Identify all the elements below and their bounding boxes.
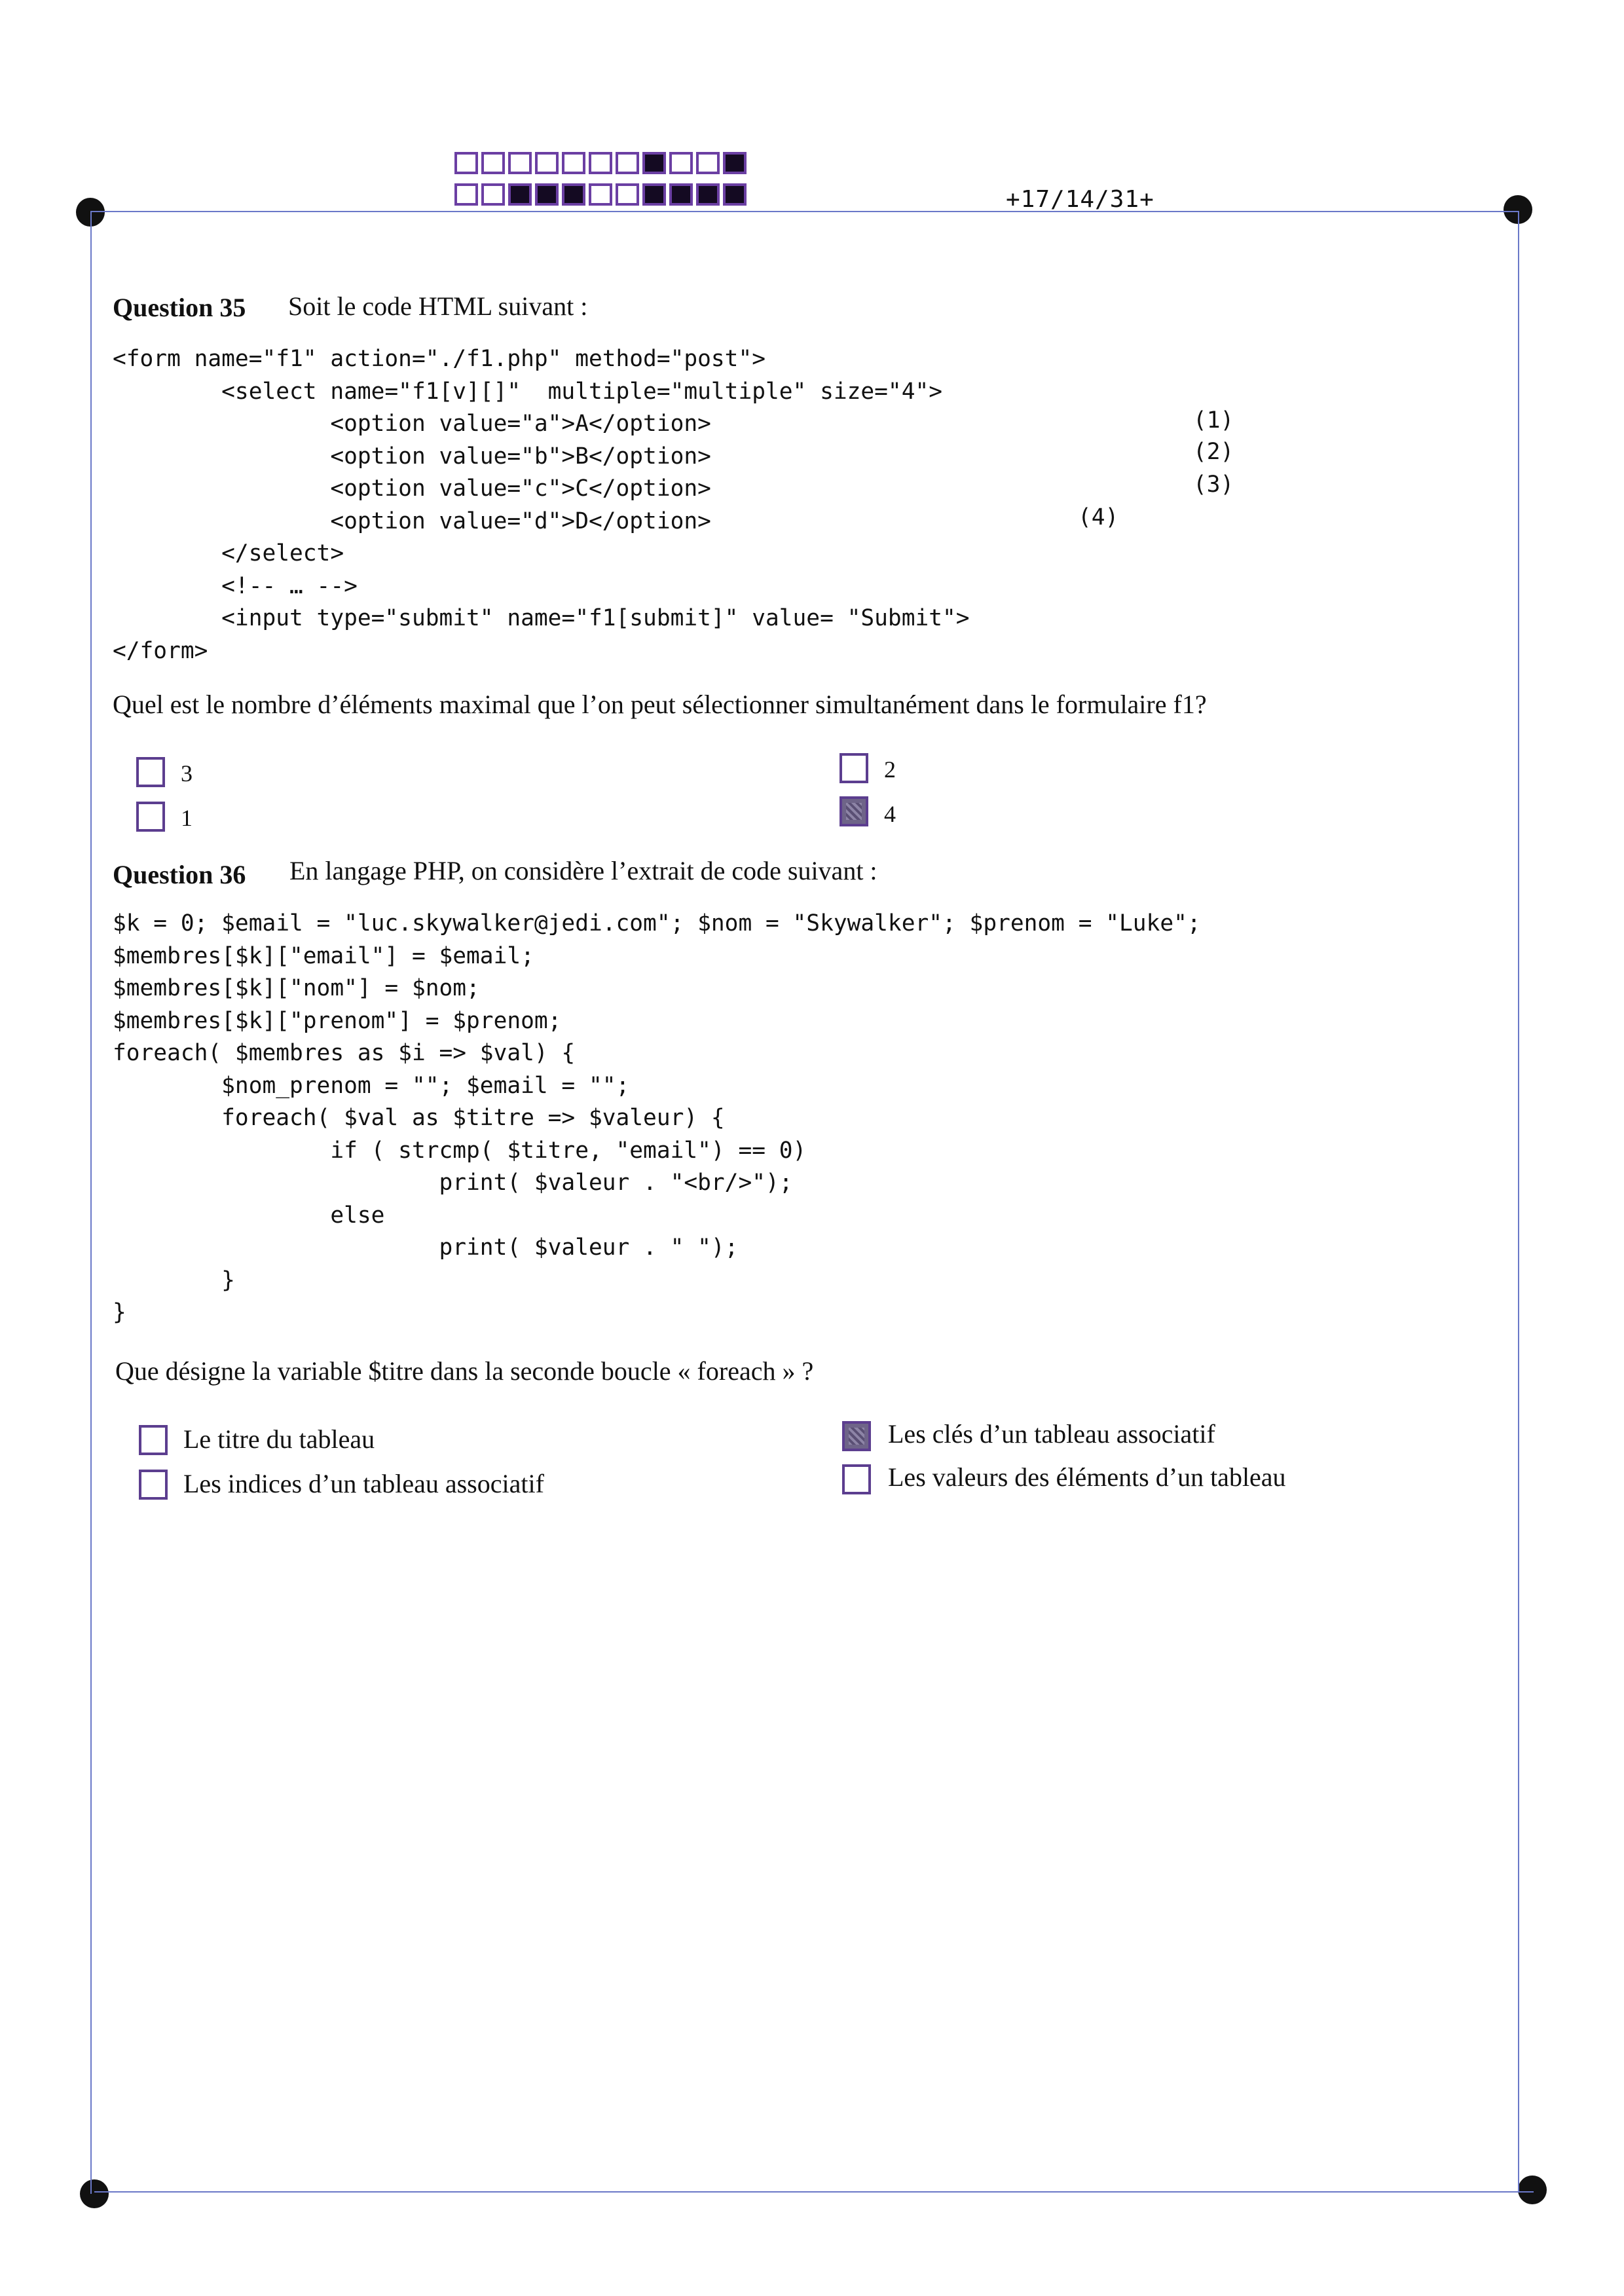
barcode-row-2-cell [454, 183, 478, 206]
line-ref-4: (4) [1078, 504, 1119, 530]
frame-bottom [94, 2191, 1534, 2193]
barcode-row-1-cell [723, 152, 747, 174]
barcode-row-1-cell [669, 152, 693, 174]
barcode-row-1-cell [481, 152, 505, 174]
barcode-row-1-cell [696, 152, 720, 174]
barcode-row-1-cell [454, 152, 478, 174]
code-line: <option value="a">A</option> [113, 411, 711, 437]
frame-right [1518, 211, 1519, 2191]
question-35-intro: Soit le code HTML suivant : [288, 291, 588, 321]
frame-top [90, 211, 1519, 212]
code-line: } [113, 1267, 235, 1293]
code-line: $nom_prenom = ""; $email = ""; [113, 1072, 630, 1099]
code-line: <option value="d">D</option> [113, 508, 711, 534]
code-line: if ( strcmp( $titre, "email") == 0) [113, 1137, 807, 1164]
barcode-row-2-cell [723, 183, 747, 206]
barcode-row-1-cell [589, 152, 612, 174]
answer-checkbox-2[interactable] [840, 753, 868, 783]
line-ref-2: (2) [1193, 439, 1234, 465]
code-line: } [113, 1299, 126, 1325]
barcode-row-2-cell [642, 183, 666, 206]
answer-checkbox-1[interactable] [136, 802, 165, 832]
barcode-row-1-cell [642, 152, 666, 174]
code-line: print( $valeur . " "); [113, 1234, 739, 1261]
answer-label-2: 2 [884, 756, 896, 783]
answer-checkbox-titre-tableau[interactable] [139, 1425, 168, 1455]
barcode-row-1-cell [535, 152, 559, 174]
answer-label-titre-tableau: Le titre du tableau [183, 1424, 375, 1454]
answer-checkbox-indices-associatif[interactable] [139, 1470, 168, 1500]
code-line: foreach( $membres as $i => $val) { [113, 1040, 576, 1066]
code-line: $membres[$k]["email"] = $email; [113, 942, 534, 969]
barcode-row-1-cell [508, 152, 532, 174]
barcode-row-1-cell [616, 152, 639, 174]
question-35-code [113, 343, 970, 667]
barcode-row-2 [454, 183, 747, 206]
barcode-row-2-cell [562, 183, 585, 206]
answer-label-cles-associatif: Les clés d’un tableau associatif [888, 1419, 1215, 1449]
answer-label-1: 1 [181, 805, 193, 831]
barcode-row-1 [454, 152, 747, 174]
barcode-row-2-cell [616, 183, 639, 206]
code-line: else [113, 1202, 385, 1229]
question-36-text: Que désigne la variable $titre dans la seconde boucle « foreach » ? [115, 1356, 814, 1386]
code-line: foreach( $val as $titre => $valeur) { [113, 1105, 725, 1131]
answer-checkbox-4[interactable] [840, 796, 868, 826]
code-line: <!-- … --> [113, 572, 358, 599]
barcode-row-2-cell [481, 183, 505, 206]
code-line: </select> [113, 540, 344, 566]
code-line: print( $valeur . "<br/>"); [113, 1170, 793, 1196]
barcode-row-1-cell [562, 152, 585, 174]
barcode-row-2-cell [669, 183, 693, 206]
answer-label-3: 3 [181, 760, 193, 787]
code-line: $membres[$k]["prenom"] = $prenom; [113, 1007, 562, 1034]
line-ref-1: (1) [1193, 407, 1234, 434]
frame-left [90, 211, 92, 2194]
code-line: $membres[$k]["nom"] = $nom; [113, 975, 480, 1001]
sheet-id: +17/14/31+ [1006, 186, 1154, 213]
code-line: $k = 0; $email = "luc.skywalker@jedi.com"; $nom = "Skywalker"; $prenom = "Luke"; [113, 910, 1201, 936]
answer-label-4: 4 [884, 801, 896, 827]
code-line: <input type="submit" name="f1[submit]" value= "Submit"> [113, 605, 970, 631]
code-line: <option value="c">C</option> [113, 475, 711, 502]
barcode-row-2-cell [508, 183, 532, 206]
code-line: <option value="b">B</option> [113, 443, 711, 470]
barcode-row-2-cell [589, 183, 612, 206]
answer-label-indices-associatif: Les indices d’un tableau associatif [183, 1469, 544, 1498]
question-35-text: Quel est le nombre d’éléments maximal que l’on peut sélectionner simultanément dans le formulaire f1? [113, 690, 1207, 719]
barcode-row-2-cell [696, 183, 720, 206]
question-36-title: Question 36 [113, 860, 246, 889]
answer-label-valeurs-elements: Les valeurs des éléments d’un tableau [888, 1462, 1286, 1492]
barcode-row-2-cell [535, 183, 559, 206]
answer-checkbox-3[interactable] [136, 757, 165, 787]
code-line: <select name="f1[v][]" multiple="multiple" size="4"> [113, 378, 943, 405]
answer-checkbox-cles-associatif[interactable] [842, 1421, 871, 1451]
code-line: </form> [113, 637, 208, 664]
code-line: <form name="f1" action="./f1.php" method="post"> [113, 346, 766, 372]
question-36-code [113, 908, 1201, 1329]
question-36-intro: En langage PHP, on considère l’extrait de code suivant : [289, 856, 877, 885]
answer-checkbox-valeurs-elements[interactable] [842, 1464, 871, 1494]
line-ref-3: (3) [1193, 472, 1234, 498]
registration-mark-bottom-right [1518, 2176, 1547, 2204]
registration-mark-bottom-left [80, 2179, 109, 2208]
question-35-title: Question 35 [113, 293, 246, 322]
